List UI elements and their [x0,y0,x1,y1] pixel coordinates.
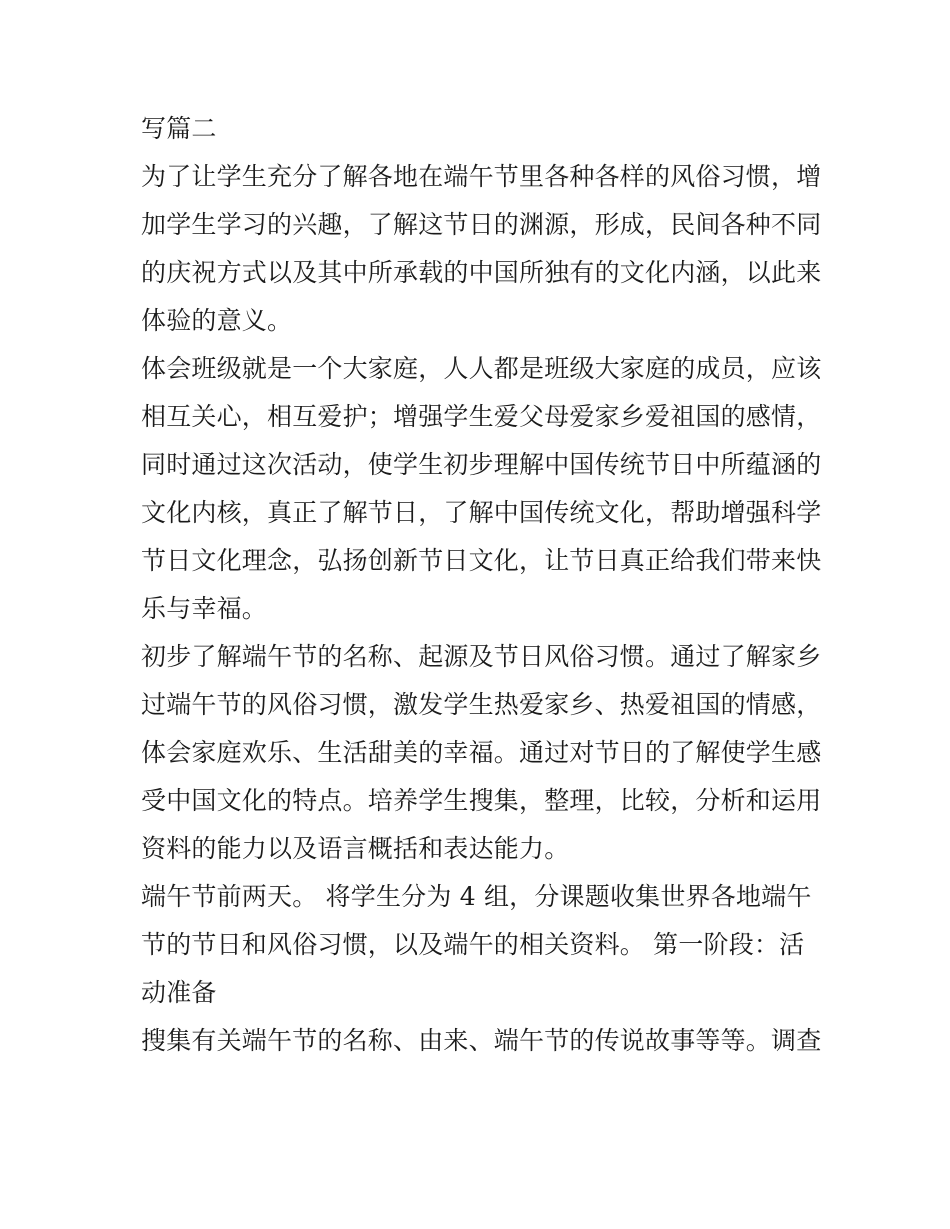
text-line: 搜集有关端午节的名称、由来、端午节的传说故事等等。调查 [141,1026,822,1055]
text-line: 节的节日和风俗习惯，以及端午的相关资料。 第一阶段：活 [141,930,805,959]
text-line: 动准备 [141,978,217,1007]
text-line: 过端午节的风俗习惯，激发学生热爱家乡、热爱祖国的情感， [141,690,822,719]
paragraph-5 [141,1017,822,1065]
paragraph-1 [141,153,822,345]
text-line: 节日文化理念，弘扬创新节日文化，让节日真正给我们带来快 [141,546,822,575]
text-line: 相互关心，相互爱护；增强学生爱父母爱家乡爱祖国的感情， [141,402,822,431]
text-line: 同时通过这次活动，使学生初步理解中国传统节日中所蕴涵的 [141,450,822,479]
document-heading [141,105,816,153]
text-line: 的庆祝方式以及其中所承载的中国所独有的文化内涵，以此来 [141,258,822,287]
text-line: 文化内核，真正了解节日，了解中国传统文化，帮助增强科学 [141,498,822,527]
document-body [141,105,822,1065]
text-line: 受中国文化的特点。培养学生搜集，整理，比较，分析和运用 [141,786,822,815]
text-line: 乐与幸福。 [141,594,268,623]
text-line: 加学生学习的兴趣，了解这节日的渊源，形成，民间各种不同 [141,210,822,239]
paragraph-4 [141,873,816,1017]
text-line: 资料的能力以及语言概括和表达能力。 [141,834,570,863]
text-line: 端午节前两天。 将学生分为 4 组，分课题收集世界各地端午 [141,882,812,911]
text-line: 初步了解端午节的名称、起源及节日风俗习惯。通过了解家乡 [141,642,822,671]
text-line: 为了让学生充分了解各地在端午节里各种各样的风俗习惯，增 [141,162,822,191]
text-line: 体会班级就是一个大家庭，人人都是班级大家庭的成员，应该 [141,354,822,383]
text-line: 写篇二 [141,114,217,143]
paragraph-2 [141,345,822,633]
paragraph-3 [141,633,822,873]
text-line: 体验的意义。 [141,306,293,335]
text-line: 体会家庭欢乐、生活甜美的幸福。通过对节日的了解使学生感 [141,738,822,767]
